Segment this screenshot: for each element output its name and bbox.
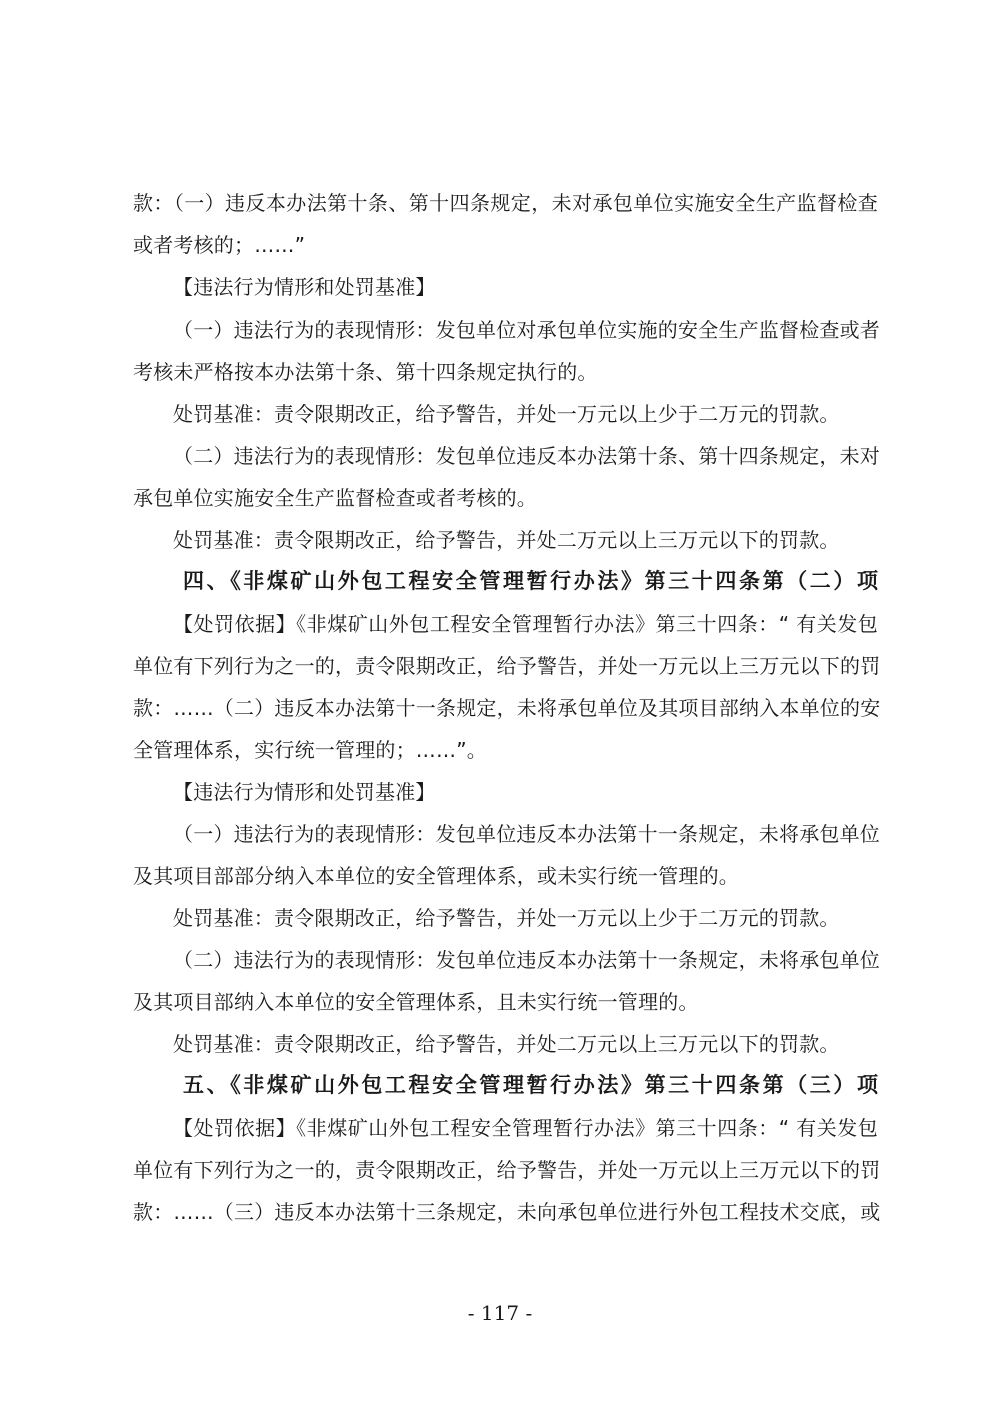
body-line: （二）违法行为的表现情形：发包单位违反本办法第十条、第十四条规定，未对 <box>173 444 880 468</box>
body-line: 单位有下列行为之一的，责令限期改正，给予警告，并处一万元以上三万元以下的罚 <box>133 1158 881 1182</box>
penalty-basis: 【处罚依据】《非煤矿山外包工程安全管理暂行办法》第三十四条：“ 有关发包 <box>173 1116 878 1140</box>
section-heading: 四、《非煤矿山外包工程安全管理暂行办法》第三十四条第（二）项 <box>183 568 878 593</box>
penalty-standard: 处罚基准：责令限期改正，给予警告，并处一万元以上少于二万元的罚款。 <box>173 906 840 930</box>
body-line: （一）违法行为的表现情形：发包单位对承包单位实施的安全生产监督检查或者 <box>173 318 880 342</box>
section-label: 【违法行为情形和处罚基准】 <box>173 275 436 299</box>
body-line: 及其项目部部分纳入本单位的安全管理体系，或未实行统一管理的。 <box>133 864 739 888</box>
body-line: 款：……（二）违反本办法第十一条规定，未将承包单位及其项目部纳入本单位的安 <box>133 696 881 720</box>
body-line: 及其项目部纳入本单位的安全管理体系，且未实行统一管理的。 <box>133 990 699 1014</box>
body-line: 全管理体系，实行统一管理的；……”。 <box>133 738 487 762</box>
section-heading: 五、《非煤矿山外包工程安全管理暂行办法》第三十四条第（三）项 <box>183 1072 878 1097</box>
penalty-basis: 【处罚依据】《非煤矿山外包工程安全管理暂行办法》第三十四条：“ 有关发包 <box>173 612 878 636</box>
body-line: 款：（一）违反本办法第十条、第十四条规定，未对承包单位实施安全生产监督检查 <box>133 191 878 215</box>
body-line: （一）违法行为的表现情形：发包单位违反本办法第十一条规定，未将承包单位 <box>173 822 880 846</box>
body-line: 单位有下列行为之一的，责令限期改正，给予警告，并处一万元以上三万元以下的罚 <box>133 654 881 678</box>
page-number: - 117 - <box>467 1301 533 1325</box>
penalty-standard: 处罚基准：责令限期改正，给予警告，并处一万元以上少于二万元的罚款。 <box>173 402 840 426</box>
body-line: 考核未严格按本办法第十条、第十四条规定执行的。 <box>133 360 598 384</box>
penalty-standard: 处罚基准：责令限期改正，给予警告，并处二万元以上三万元以下的罚款。 <box>173 528 840 552</box>
body-line: 承包单位实施安全生产监督检查或者考核的。 <box>133 486 537 510</box>
body-line: 或者考核的；……” <box>133 233 306 257</box>
body-line: （二）违法行为的表现情形：发包单位违反本办法第十一条规定，未将承包单位 <box>173 948 880 972</box>
section-label: 【违法行为情形和处罚基准】 <box>173 780 436 804</box>
body-line: 款：……（三）违反本办法第十三条规定，未向承包单位进行外包工程技术交底，或 <box>133 1200 881 1224</box>
penalty-standard: 处罚基准：责令限期改正，给予警告，并处二万元以上三万元以下的罚款。 <box>173 1032 840 1056</box>
